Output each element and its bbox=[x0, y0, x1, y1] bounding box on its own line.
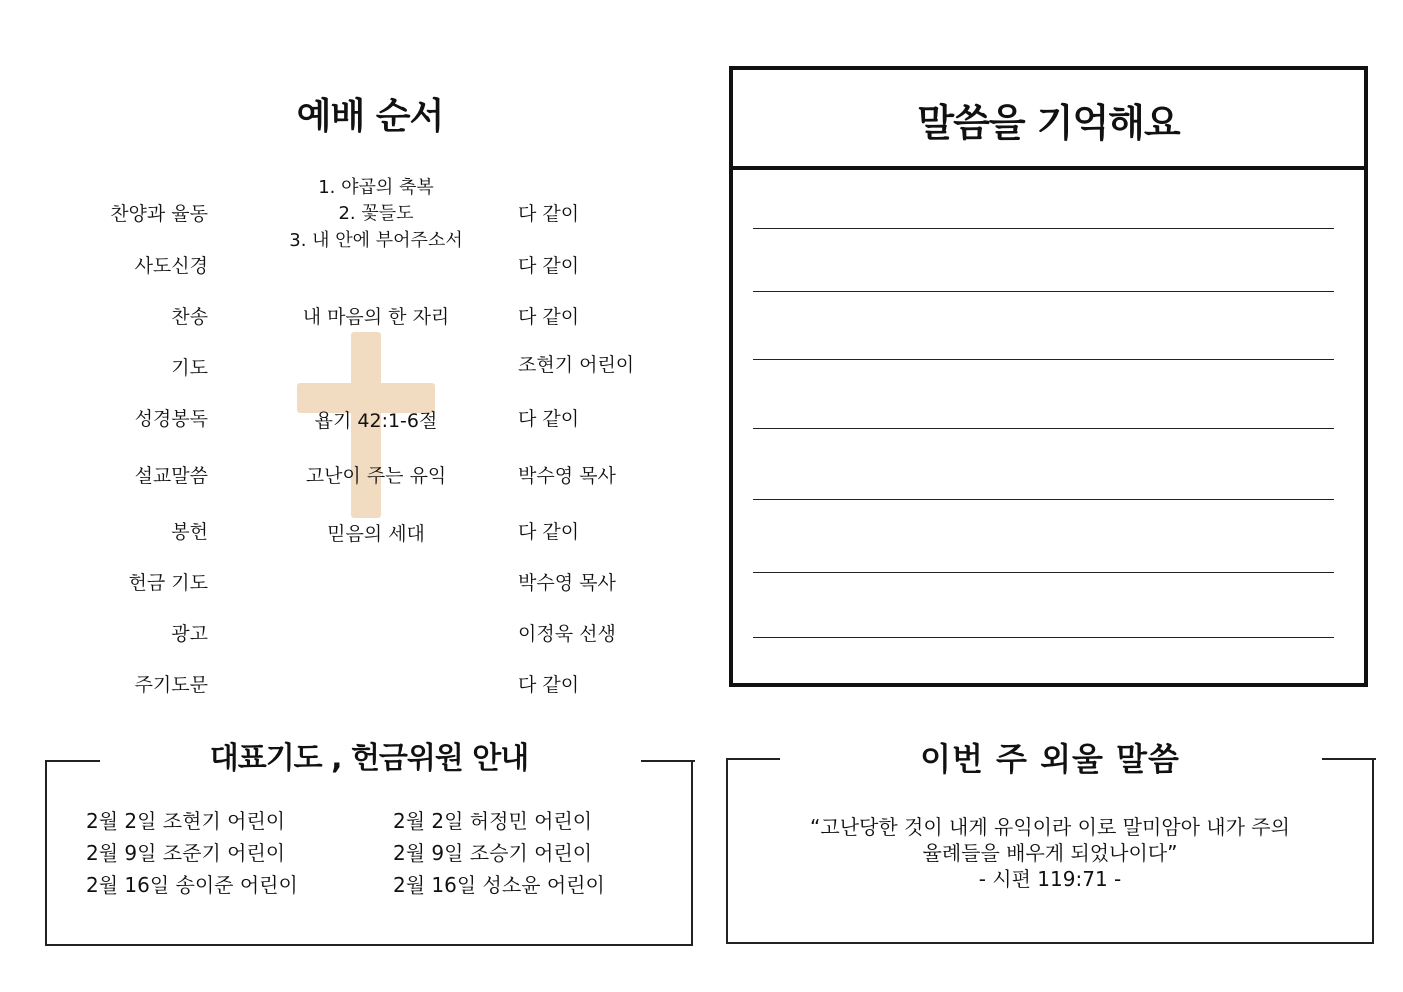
worship-order-title: 예배 순서 bbox=[296, 96, 444, 137]
order-leader-announcements: 이정욱 선생 bbox=[518, 623, 616, 645]
memo-title: 말씀을 기억해요 bbox=[917, 101, 1180, 145]
memo-writing-line bbox=[753, 499, 1334, 500]
order-label-hymn: 찬송 bbox=[171, 306, 208, 328]
box-top-border bbox=[726, 758, 781, 760]
order-leader-offering-prayer: 박수영 목사 bbox=[518, 572, 616, 594]
order-content-sermon: 고난이 주는 유익 bbox=[305, 465, 447, 487]
order-content-offering: 믿음의 세대 bbox=[327, 523, 425, 545]
order-label-scripture: 성경봉독 bbox=[134, 408, 208, 430]
memory-verse-line-1: “고난당한 것이 내게 유익이라 이로 말미암아 내가 주의 bbox=[810, 815, 1290, 839]
memory-verse-line-2: 율례들을 배우게 되었나이다” bbox=[922, 841, 1178, 865]
roster-right-1: 2월 2일 허정민 어린이 bbox=[393, 809, 593, 833]
box-top-border bbox=[1322, 758, 1376, 760]
box-top-border bbox=[45, 760, 100, 762]
roster-left-2: 2월 9일 조준기 어린이 bbox=[86, 841, 286, 865]
order-leader-sermon: 박수영 목사 bbox=[518, 465, 616, 487]
memo-box bbox=[729, 66, 1368, 687]
order-label-lords-prayer: 주기도문 bbox=[134, 674, 208, 696]
memo-writing-line bbox=[753, 572, 1334, 573]
order-leader-prayer: 조현기 어린이 bbox=[518, 354, 635, 376]
memo-writing-line bbox=[753, 291, 1334, 292]
roster-right-3: 2월 16일 성소윤 어린이 bbox=[393, 873, 605, 897]
order-label-offering: 봉헌 bbox=[171, 521, 208, 543]
order-content-scripture: 욥기 42:1-6절 bbox=[314, 410, 438, 432]
order-leader-scripture: 다 같이 bbox=[518, 408, 580, 430]
order-label-creed: 사도신경 bbox=[134, 255, 208, 277]
memory-verse-reference: - 시편 119:71 - bbox=[978, 867, 1122, 891]
order-label-offering-prayer: 헌금 기도 bbox=[128, 572, 208, 594]
memo-writing-line bbox=[753, 428, 1334, 429]
memo-writing-line bbox=[753, 228, 1334, 229]
hymn-song-3: 3. 내 안에 부어주소서 bbox=[289, 230, 463, 251]
memo-writing-line bbox=[753, 359, 1334, 360]
roster-left-3: 2월 16일 송이준 어린이 bbox=[86, 873, 298, 897]
box-top-border bbox=[641, 760, 695, 762]
order-leader-lords-prayer: 다 같이 bbox=[518, 674, 580, 696]
memory-verse-title: 이번 주 외울 말씀 bbox=[780, 734, 1320, 780]
hymn-song-1: 1. 야곱의 축복 bbox=[318, 177, 434, 198]
roster-left-1: 2월 2일 조현기 어린이 bbox=[86, 809, 286, 833]
order-label-announcements: 광고 bbox=[171, 623, 208, 645]
order-leader-hymn: 다 같이 bbox=[518, 306, 580, 328]
order-label-praise: 찬양과 율동 bbox=[110, 203, 208, 225]
order-leader-creed: 다 같이 bbox=[518, 255, 580, 277]
order-leader-offering: 다 같이 bbox=[518, 521, 580, 543]
hymn-song-2: 2. 꽃들도 bbox=[338, 203, 414, 224]
order-content-hymn: 내 마음의 한 자리 bbox=[302, 306, 450, 328]
order-label-sermon: 설교말씀 bbox=[134, 465, 208, 487]
memo-writing-line bbox=[753, 637, 1334, 638]
prayer-schedule-title: 대표기도 , 헌금위원 안내 bbox=[100, 733, 638, 777]
order-label-prayer: 기도 bbox=[171, 357, 208, 379]
memo-header bbox=[733, 70, 1364, 170]
order-leader-praise: 다 같이 bbox=[518, 203, 580, 225]
roster-right-2: 2월 9일 조승기 어린이 bbox=[393, 841, 593, 865]
